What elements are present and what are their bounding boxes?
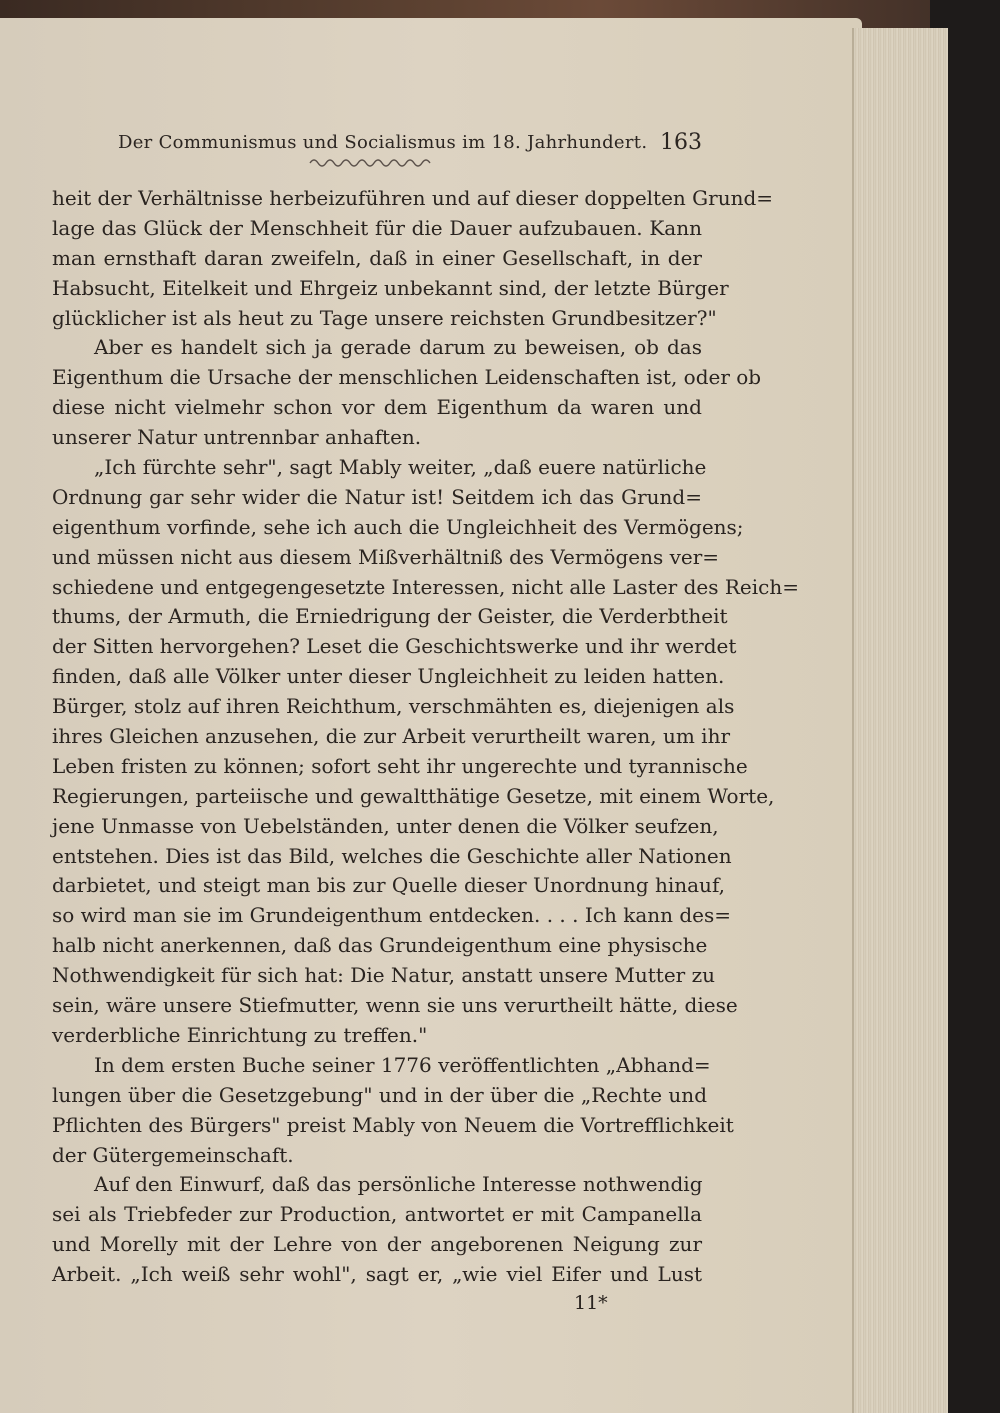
text-line: unserer Natur untrennbar anhaften. [52, 425, 422, 450]
text-line: ihres Gleichen anzusehen, die zur Arbeit verurtheilt waren, um ihr [52, 724, 731, 749]
signature-mark: 11* [574, 1292, 608, 1314]
running-title: Der Communismus und Socialismus im 18. Jahrhundert. [118, 132, 648, 153]
text-line: sein, wäre unsere Stiefmutter, wenn sie uns verurtheilt hätte, diese [52, 993, 738, 1018]
text-line: man ernsthaft daran zweifeln, daß in einer Gesellschaft, in der [52, 245, 702, 270]
text-line: lungen über die Gesetzgebung" und in der über die „Rechte und [52, 1082, 707, 1107]
text-line: Bürger, stolz auf ihren Reichthum, verschmähten es, diejenigen als [52, 694, 735, 719]
text-line: finden, daß alle Völker unter dieser Ungleichheit zu leiden hatten. [52, 664, 725, 689]
page-number: 163 [660, 130, 702, 155]
text-line: lage das Glück der Menschheit für die Dauer aufzubauen. Kann [52, 215, 702, 240]
text-line: und Morelly mit der Lehre von der angeborenen Neigung zur [52, 1232, 702, 1257]
text-line: der Gütergemeinschaft. [52, 1142, 294, 1167]
text-line: Eigenthum die Ursache der menschlichen Leidenschaften ist, oder ob [52, 365, 762, 390]
text-line: Regierungen, parteiische und gewaltthätige Gesetze, mit einem Worte, [52, 783, 775, 808]
text-line: sei als Triebfeder zur Production, antwortet er mit Campanella [52, 1202, 702, 1227]
text-line: der Sitten hervorgehen? Leset die Geschichtswerke und ihr werdet [52, 634, 737, 659]
text-line: eigenthum vorfinde, sehe ich auch die Ungleichheit des Vermögens; [52, 514, 744, 539]
text-line: Aber es handelt sich ja gerade darum zu beweisen, ob das [94, 335, 702, 360]
body-text [52, 184, 799, 1290]
text-line: Auf den Einwurf, daß das persönliche Interesse nothwendig [94, 1172, 703, 1197]
text-line: „Ich fürchte sehr", sagt Mably weiter, „daß euere natürliche [94, 455, 707, 480]
text-line: darbietet, und steigt man bis zur Quelle dieser Unordnung hinauf, [52, 873, 725, 898]
text-line: Nothwendigkeit für sich hat: Die Natur, anstatt unsere Mutter zu [52, 963, 716, 988]
text-line: Ordnung gar sehr wider die Natur ist! Seitdem ich das Grund= [52, 484, 702, 509]
text-line: Leben fristen zu können; sofort seht ihr ungerechte und tyrannische [52, 753, 748, 778]
text-line: jene Unmasse von Uebelständen, unter denen die Völker seufzen, [52, 813, 719, 838]
text-line: heit der Verhältnisse herbeizuführen und auf dieser doppelten Grund= [52, 186, 774, 210]
wavy-rule-ornament [308, 156, 436, 170]
text-line: diese nicht vielmehr schon vor dem Eigenthum da waren und [52, 395, 702, 420]
text-line: glücklicher ist als heut zu Tage unsere reichsten Grundbesitzer?" [52, 305, 717, 330]
page-edges [852, 28, 948, 1413]
text-line: halb nicht anerkennen, daß das Grundeigenthum eine physische [52, 933, 708, 958]
text-line: Habsucht, Eitelkeit und Ehrgeiz unbekannt sind, der letzte Bürger [52, 275, 729, 300]
text-line: und müssen nicht aus diesem Mißverhältniß des Vermögens ver= [52, 544, 720, 569]
text-line: verderbliche Einrichtung zu treffen." [52, 1022, 428, 1047]
text-line: schiedene und entgegengesetzte Interessen, nicht alle Laster des Reich= [52, 574, 799, 599]
text-line: In dem ersten Buche seiner 1776 veröffentlichten „Abhand= [94, 1052, 711, 1077]
text-line: so wird man sie im Grundeigenthum entdecken. . . . Ich kann des= [52, 903, 732, 928]
text-line: Pflichten des Bürgers" preist Mably von Neuem die Vortrefflichkeit [52, 1112, 734, 1137]
text-line: thums, der Armuth, die Erniedrigung der Geister, die Verderbtheit [52, 604, 728, 629]
text-line: entstehen. Dies ist das Bild, welches die Geschichte aller Nationen [52, 843, 732, 868]
text-line: Arbeit. „Ich weiß sehr wohl", sagt er, „wie viel Eifer und Lust [52, 1262, 702, 1287]
